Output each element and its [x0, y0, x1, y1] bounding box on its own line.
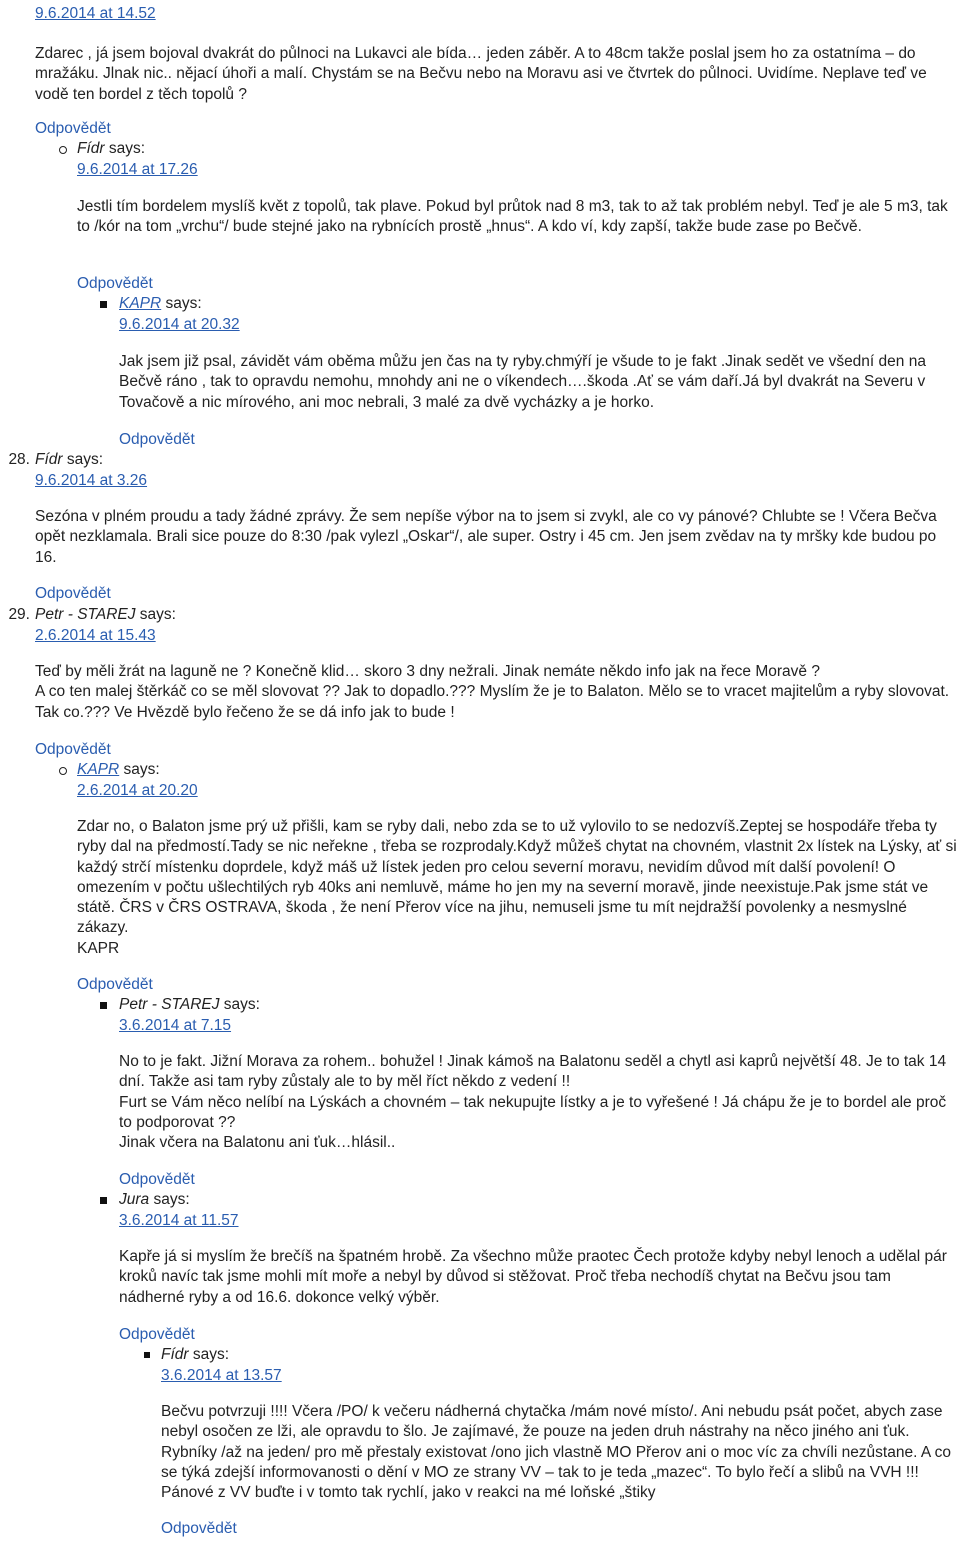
comment-number: 29. — [8, 606, 30, 623]
reply-link[interactable]: Odpovědět — [161, 1520, 237, 1537]
says-label: says: — [165, 295, 202, 312]
comment-text: Zdarec , já jsem bojoval dvakrát do půlnoci na Lukavci ale bída… jeden záběr. A to 48cm takže poslal jsem ho za ostatníma – do mražáku. Jlnak nic.. nějací úhoři a malí. Chystám se na Bečvu nebo na Moravu asi ve čtvrtek do půlnoci. Uvidíme. Neplave teď ve vodě ten bordel z těch topolů ? — [35, 45, 927, 103]
comment-author-link[interactable]: KAPR — [77, 761, 120, 778]
comment-body — [35, 507, 953, 568]
comment-text-line: Teď by měli žrát na laguně ne ? Konečně klid… skoro 3 dny nežrali. Jinak nemáte někdo info jak na řece Moravě ? — [35, 663, 820, 680]
comment-body — [35, 44, 950, 105]
says-label: says: — [223, 996, 260, 1013]
bullet-square-icon — [100, 1002, 107, 1009]
comment-body — [35, 662, 953, 723]
comment-date-link[interactable]: 9.6.2014 at 3.26 — [35, 472, 148, 489]
comment-meta — [35, 450, 103, 470]
says-label: says: — [66, 451, 104, 468]
comment-author: Fídr — [161, 1346, 189, 1363]
comment-body — [161, 1402, 956, 1503]
reply-link[interactable]: Odpovědět — [77, 976, 153, 993]
comment-meta — [77, 760, 160, 780]
comment-text: Sezóna v plném proudu a tady žádné zprávy. Že sem nepíše výbor na to jsem si zvykl, ale co vy pánové? Chlubte se ! Včera Bečva opět nezklamala. Brali sice pouze do 8:30 /pak vylezl „Oskar“/, ale super. Ostry i 45 cm. Jen jsem zvědav na ty mršky kde budou po 16. — [35, 508, 937, 566]
comment-author-link[interactable]: KAPR — [119, 295, 162, 312]
comment-meta — [161, 1345, 229, 1365]
reply-link[interactable]: Odpovědět — [119, 1326, 195, 1343]
comment-meta — [119, 995, 260, 1015]
bullet-square-icon — [144, 1352, 150, 1358]
comment-text: Bečvu potvrzuji !!!! Včera /PO/ k večeru nádherná chytačka /mám nové místo/. Ani nebudu psát počet, abych zase nebyl osočen ze lži, ale opravdu to šlo. Je zajímavé, že pouze na jeden druh nástrahy na něco jiného ani ťuk. Rybníky /až na jeden/ pro mě přestaly existovat /ono jich vlastně MO Přerov ani o moc víc za chvíli nezůstane. A co se týká zdejší informovanosti o dění v MO ze strany VV – tak to je teda „mazec“. To bylo řečí a slibů na VVH !!! Pánové z VV buďte i v tomto tak rychlí, jako v reakci na mé loňské „štiky — [161, 1403, 952, 1502]
bullet-circle-icon — [59, 146, 67, 154]
comment-author: Jura — [119, 1191, 150, 1208]
reply-link[interactable]: Odpovědět — [119, 1171, 195, 1188]
comment-date-link[interactable]: 2.6.2014 at 20.20 — [77, 782, 198, 799]
comment-date-link[interactable]: 2.6.2014 at 15.43 — [35, 627, 156, 644]
comment-author: Petr - STAREJ — [35, 606, 136, 623]
comment-date-link[interactable]: 3.6.2014 at 13.57 — [161, 1367, 282, 1384]
comment-text-line: Jinak včera na Balatonu ani ťuk…hlásil.. — [119, 1134, 396, 1152]
says-label: says: — [192, 1346, 230, 1363]
comment-text: Zdar no, o Balaton jsme prý už přišli, kam se ryby dali, nebo zda se to už vylovilo to se nedozvíš.Zeptej se hospodáře třeba ty ryby dal na předmostí.Tady se nic neřekne , třeba se rozprodaly.Když můžeš chytat na chovném, vlastnit 2x lístek na Lýsky, ať si každý strčí místenku doprdele, když máš už lístek jeden pro celou severní moravu, nevidím důvod mít další povolení! O omezením v počtu ušlechtilých ryb 40ks ani nemluvě, máme ho jen my na severní moravě, jinde neexistuje.Pak jsme stát ve státě. ČRS v ČRS OSTRAVA, škoda , že není Přerov více na jihu, nemuseli jsme tu mít nejdražší povolenky a nesmyslné zákazy. — [77, 818, 957, 937]
comment-author: Petr - STAREJ — [119, 996, 220, 1013]
reply-link[interactable]: Odpovědět — [35, 741, 111, 758]
comment-body — [119, 1052, 957, 1153]
comment-signature: KAPR — [77, 939, 120, 957]
bullet-square-icon — [100, 301, 107, 308]
comment-text: Jak jsem již psal, závidět vám oběma můžu jen čas na ty ryby.chmýří je všude to je fakt .Jinak sedět ve všední den na Bečvě ráno , tak to opravdu nemohu, mnohdy ani ne o víkendech….škoda .Ať se vám daří.Já byl dvakrát na Severu v Tovačově a nic mírového, ani moc nebrali, 3 malé za dvě vycházky a je horko. — [119, 353, 926, 411]
comment-date-link[interactable]: 9.6.2014 at 14.52 — [35, 5, 156, 22]
reply-link[interactable]: Odpovědět — [35, 585, 111, 602]
says-label: says: — [108, 140, 146, 157]
comment-date-link[interactable]: 3.6.2014 at 7.15 — [119, 1017, 232, 1034]
comment-text-line: Furt se Vám něco nelíbí na Lýskách a chovném – tak nekupujte lístky a je to vyřešené ! Já chápu že je to bordel ale proč to podporovat ?? — [119, 1093, 947, 1131]
reply-link[interactable]: Odpovědět — [35, 120, 111, 137]
comment-text: Jestli tím bordelem myslíš květ z topolů, tak plave. Pokud byl průtok nad 8 m3, tak to až tak problém nebyl. Teď je ale 5 m3, tak to /kór na tom „vrchu“/ bude stejné jako na rybnících prostě „hnus“. A kdo ví, kdy zapší, takže bude zase po Bečvě. — [77, 198, 948, 236]
comment-body — [119, 352, 951, 413]
reply-link[interactable]: Odpovědět — [119, 431, 195, 448]
says-label: says: — [153, 1191, 190, 1208]
comment-number: 28. — [8, 451, 30, 468]
comment-meta — [35, 605, 176, 625]
comment-author: Fídr — [77, 140, 105, 157]
comment-body — [119, 1247, 957, 1308]
comment-meta — [119, 294, 202, 314]
comment-date-link[interactable]: 9.6.2014 at 17.26 — [77, 161, 198, 178]
comment-author: Fídr — [35, 451, 63, 468]
comment-meta — [119, 1190, 190, 1210]
comment-text: Kapře já si myslím že brečíš na špatném hrobě. Za všechno může praotec Čech protože kdyby nebyl lenoch a udělal pár kroků navíc tak jsme mohli mít moře a nebyl by důvod si stěžovat. Proč třeba nechodíš chytat na Bečvu jsou tam nádherné ryby a od 16.6. dokonce velký výběr. — [119, 1248, 947, 1306]
comment-body — [77, 197, 952, 238]
comment-date-link[interactable]: 9.6.2014 at 20.32 — [119, 316, 240, 333]
reply-link[interactable]: Odpovědět — [77, 275, 153, 292]
says-label: says: — [123, 761, 160, 778]
comment-text-line: No to je fakt. Jižní Morava za rohem.. bohužel ! Jinak kámoš na Balatonu seděl a chytl asi kaprů největší 48. Je to tak 14 dní. Takže asi tam ryby zůstaly ale to by měl říct někdo z vedení !! — [119, 1053, 947, 1091]
bullet-square-icon — [100, 1197, 107, 1204]
says-label: says: — [139, 606, 176, 623]
comment-body — [77, 817, 957, 959]
bullet-circle-icon — [59, 767, 67, 775]
comment-meta — [77, 139, 145, 159]
comment-date-link[interactable]: 3.6.2014 at 11.57 — [119, 1212, 239, 1229]
comment-text-line: A co ten malej štěrkáč co se měl slovovat ?? Jak to dopadlo.??? Myslím že je to Balaton. Mělo se to vracet majitelům a ryby slovovat. Tak co.??? Ve Hvězdě bylo řečeno že se dá info jak to bude ! — [35, 683, 950, 721]
